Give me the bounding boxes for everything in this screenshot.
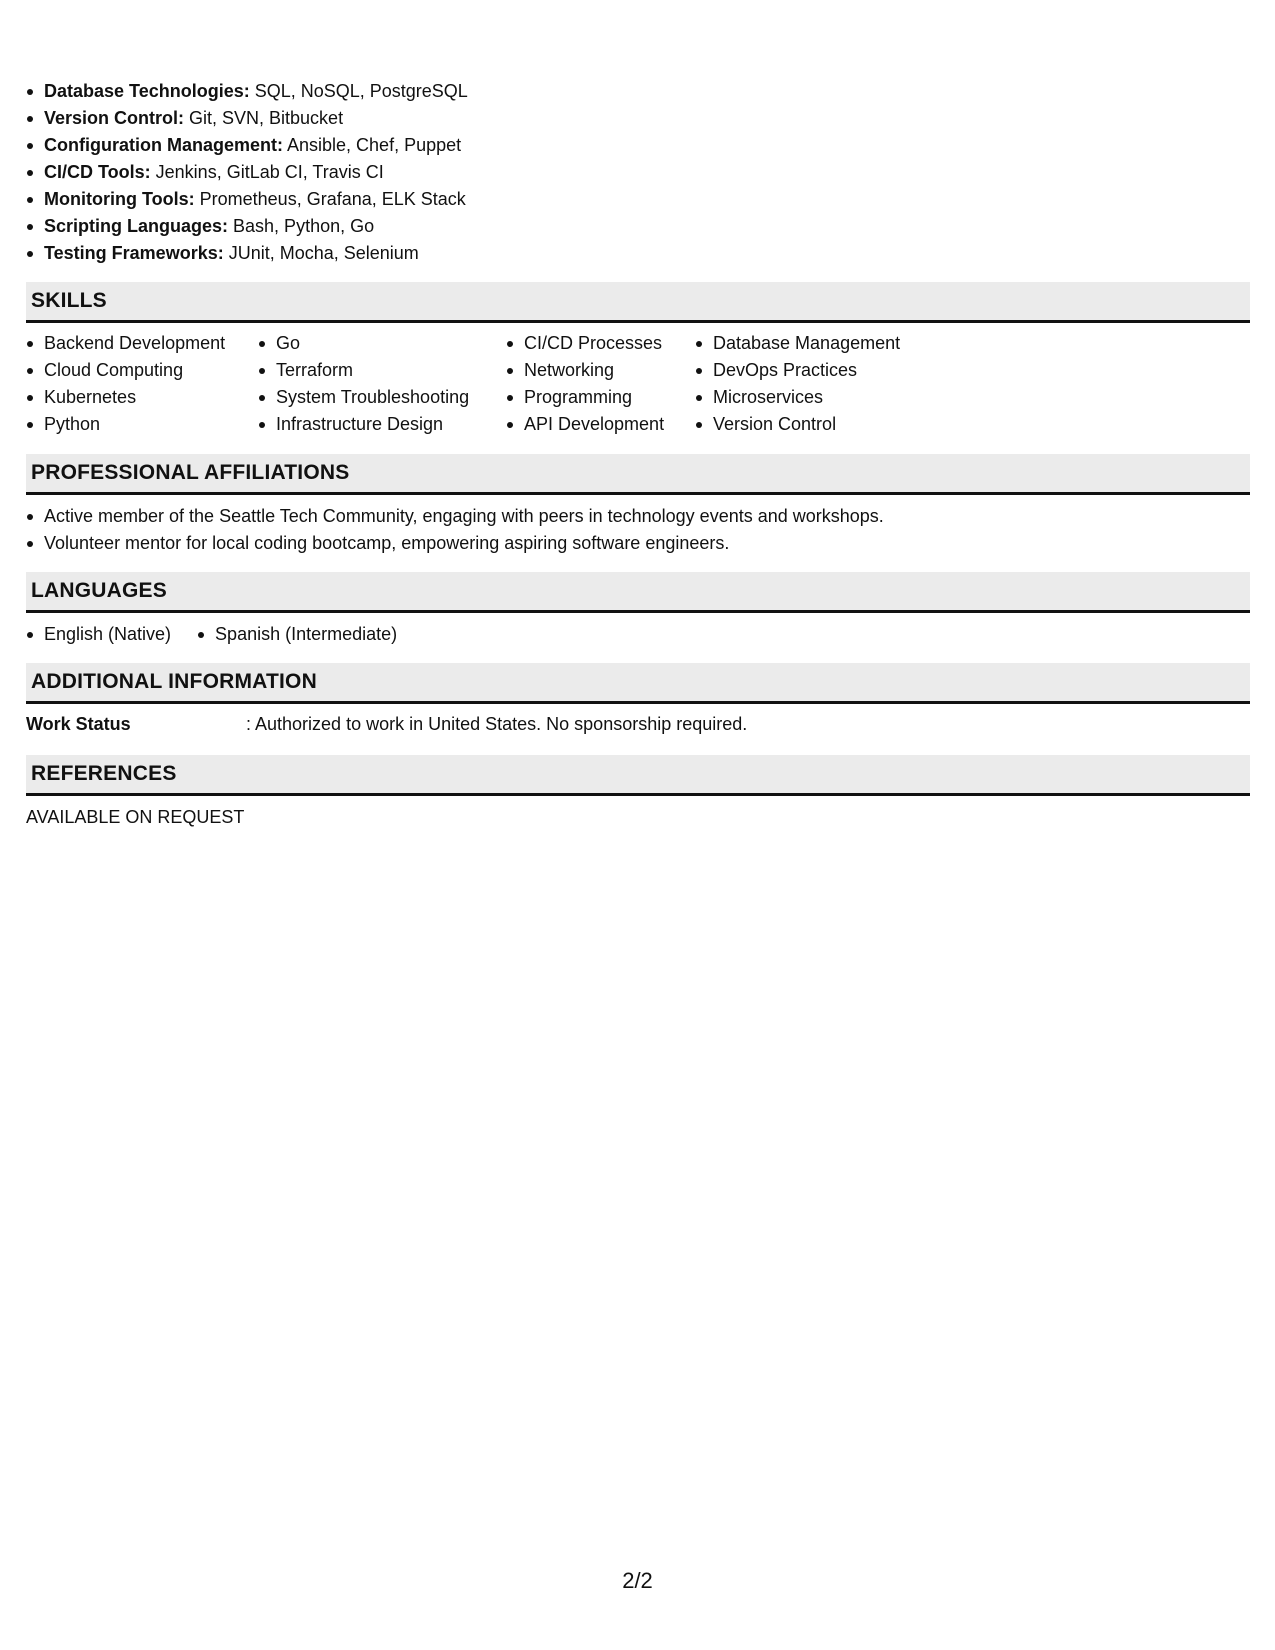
affiliations-heading: PROFESSIONAL AFFILIATIONS — [26, 454, 1250, 495]
skill-item: Go — [258, 330, 506, 357]
skill-item: Python — [26, 411, 258, 438]
list-item: Monitoring Tools: Prometheus, Grafana, ELK Stack — [26, 186, 1250, 213]
list-item: Version Control: Git, SVN, Bitbucket — [26, 105, 1250, 132]
skill-item: Version Control — [695, 411, 955, 438]
skill-item: Programming — [506, 384, 695, 411]
skills-column — [258, 330, 506, 438]
skill-item: Microservices — [695, 384, 955, 411]
affiliations-list — [26, 495, 1250, 572]
work-status-value: : Authorized to work in United States. No sponsorship required. — [246, 714, 748, 734]
skill-item: CI/CD Processes — [506, 330, 695, 357]
list-item: Configuration Management: Ansible, Chef, Puppet — [26, 132, 1250, 159]
skills-column — [26, 330, 258, 438]
skills-column — [506, 330, 695, 438]
skills-heading: SKILLS — [26, 282, 1250, 323]
work-status-row — [26, 704, 1250, 755]
list-item: Active member of the Seattle Tech Community, engaging with peers in technology events and workshops. — [26, 503, 1250, 530]
skill-item: Kubernetes — [26, 384, 258, 411]
skill-item: System Troubleshooting — [258, 384, 506, 411]
list-item: Volunteer mentor for local coding bootcamp, empowering aspiring software engineers. — [26, 530, 1250, 557]
skill-item: API Development — [506, 411, 695, 438]
list-item: Database Technologies: SQL, NoSQL, PostgreSQL — [26, 78, 1250, 105]
technical-skills-list — [26, 78, 1250, 267]
languages-list — [26, 613, 1250, 663]
page-number: 2/2 — [622, 1568, 653, 1593]
skill-item: DevOps Practices — [695, 357, 955, 384]
language-item: English (Native) — [26, 621, 171, 648]
list-item: CI/CD Tools: Jenkins, GitLab CI, Travis CI — [26, 159, 1250, 186]
skills-grid — [26, 323, 1250, 454]
skills-column — [695, 330, 955, 438]
skill-item: Terraform — [258, 357, 506, 384]
resume-page — [26, 78, 1250, 830]
language-item: Spanish (Intermediate) — [197, 621, 397, 648]
references-text: AVAILABLE ON REQUEST — [26, 807, 245, 827]
references-heading: REFERENCES — [26, 755, 1250, 796]
skill-item: Infrastructure Design — [258, 411, 506, 438]
list-item: Testing Frameworks: JUnit, Mocha, Selenium — [26, 240, 1250, 267]
languages-heading: LANGUAGES — [26, 572, 1250, 613]
skill-item: Backend Development — [26, 330, 258, 357]
work-status-label: Work Status — [26, 714, 131, 734]
additional-info-heading: ADDITIONAL INFORMATION — [26, 663, 1250, 704]
skill-item: Cloud Computing — [26, 357, 258, 384]
skill-item: Database Management — [695, 330, 955, 357]
skill-item: Networking — [506, 357, 695, 384]
list-item: Scripting Languages: Bash, Python, Go — [26, 213, 1250, 240]
